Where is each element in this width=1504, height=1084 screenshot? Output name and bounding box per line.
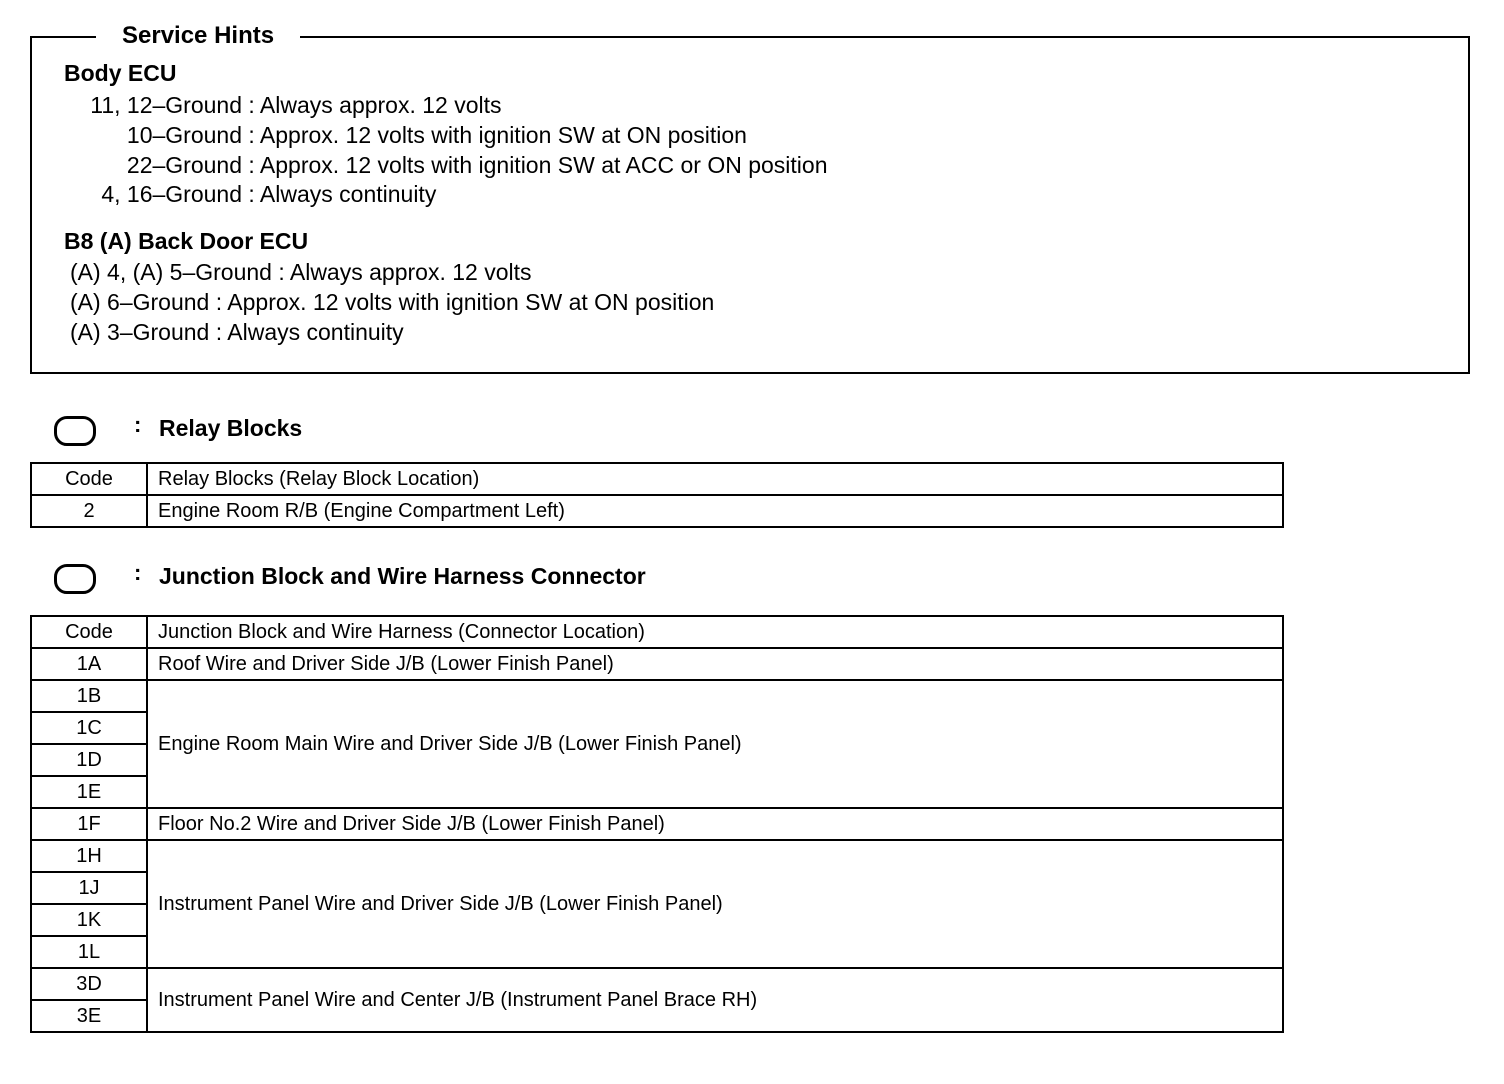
row-code: 1K: [31, 904, 147, 936]
back-door-ecu-line: (A) 3–Ground : Always continuity: [70, 319, 404, 345]
back-door-ecu-title: B8 (A) Back Door ECU: [64, 228, 309, 254]
row-desc: Roof Wire and Driver Side J/B (Lower Finish Panel): [147, 648, 1283, 680]
body-ecu-line: 10–Ground : Approx. 12 volts with ignition SW at ON position: [64, 120, 747, 150]
row-desc: Instrument Panel Wire and Driver Side J/B (Lower Finish Panel): [147, 840, 1283, 968]
table-header-row: [31, 463, 1283, 495]
spec-text: Approx. 12 volts with ignition SW at ON position: [259, 122, 747, 148]
row-code: 1D: [31, 744, 147, 776]
spec-text: Always approx. 12 volts: [259, 92, 502, 118]
table-row: [31, 648, 1283, 680]
table-row: [31, 495, 1283, 527]
row-desc: Floor No.2 Wire and Driver Side J/B (Lower Finish Panel): [147, 808, 1283, 840]
row-code: 1H: [31, 840, 147, 872]
row-code: 3D: [31, 968, 147, 1000]
terminal-label: (A) 6–Ground: [70, 289, 210, 315]
row-desc: Engine Room Main Wire and Driver Side J/B (Lower Finish Panel): [147, 680, 1283, 808]
terminal-label: (A) 4, (A) 5–Ground: [70, 259, 272, 285]
relay-blocks-title: Relay Blocks: [159, 415, 303, 441]
body-ecu-line: 4, 16–Ground : Always continuity: [64, 179, 436, 209]
relay-blocks-table: [30, 462, 1284, 528]
table-row: [31, 680, 1283, 712]
row-code: 1F: [31, 808, 147, 840]
junction-blocks-table: [30, 615, 1284, 1033]
row-desc: Instrument Panel Wire and Center J/B (Instrument Panel Brace RH): [147, 968, 1283, 1032]
table-row: [31, 808, 1283, 840]
spec-text: Always approx. 12 volts: [289, 259, 532, 285]
body-ecu-line: 11, 12–Ground : Always approx. 12 volts: [64, 90, 502, 120]
service-hints-title: Service Hints: [96, 20, 300, 52]
relay-block-symbol-icon: [54, 416, 96, 446]
row-desc: Engine Room R/B (Engine Compartment Left): [147, 495, 1283, 527]
body-ecu-title: Body ECU: [64, 60, 177, 86]
table-header-row: [31, 616, 1283, 648]
row-code: 1B: [31, 680, 147, 712]
table-row: [31, 968, 1283, 1000]
row-code: 1J: [31, 872, 147, 904]
spec-text: Approx. 12 volts with ignition SW at ON position: [227, 289, 715, 315]
header-desc: Relay Blocks (Relay Block Location): [147, 463, 1283, 495]
terminal-label: (A) 3–Ground: [70, 319, 210, 345]
row-code: 2: [31, 495, 147, 527]
row-code: 1L: [31, 936, 147, 968]
junction-block-symbol-icon: [54, 564, 96, 594]
terminal-label: 11, 12–Ground: [90, 92, 242, 118]
row-code: 3E: [31, 1000, 147, 1032]
terminal-label: 4, 16–Ground: [101, 181, 242, 207]
header-desc: Junction Block and Wire Harness (Connector Location): [147, 616, 1283, 648]
terminal-label: 10–Ground: [126, 122, 242, 148]
legend-colon: :: [134, 412, 142, 437]
row-code: 1C: [31, 712, 147, 744]
back-door-ecu-line: (A) 6–Ground : Approx. 12 volts with ignition SW at ON position: [70, 289, 715, 315]
body-ecu-line: 22–Ground : Approx. 12 volts with ignition SW at ACC or ON position: [64, 150, 827, 180]
row-code: 1E: [31, 776, 147, 808]
back-door-ecu-line: (A) 4, (A) 5–Ground : Always approx. 12 volts: [70, 259, 532, 285]
row-code: 1A: [31, 648, 147, 680]
junction-blocks-title: Junction Block and Wire Harness Connector: [159, 563, 646, 589]
header-code: Code: [31, 616, 147, 648]
spec-text: Approx. 12 volts with ignition SW at ACC or ON position: [259, 152, 828, 178]
table-row: [31, 840, 1283, 872]
spec-text: Always continuity: [227, 319, 404, 345]
spec-text: Always continuity: [259, 181, 437, 207]
terminal-label: 22–Ground: [126, 152, 242, 178]
header-code: Code: [31, 463, 147, 495]
legend-colon: :: [134, 560, 142, 585]
